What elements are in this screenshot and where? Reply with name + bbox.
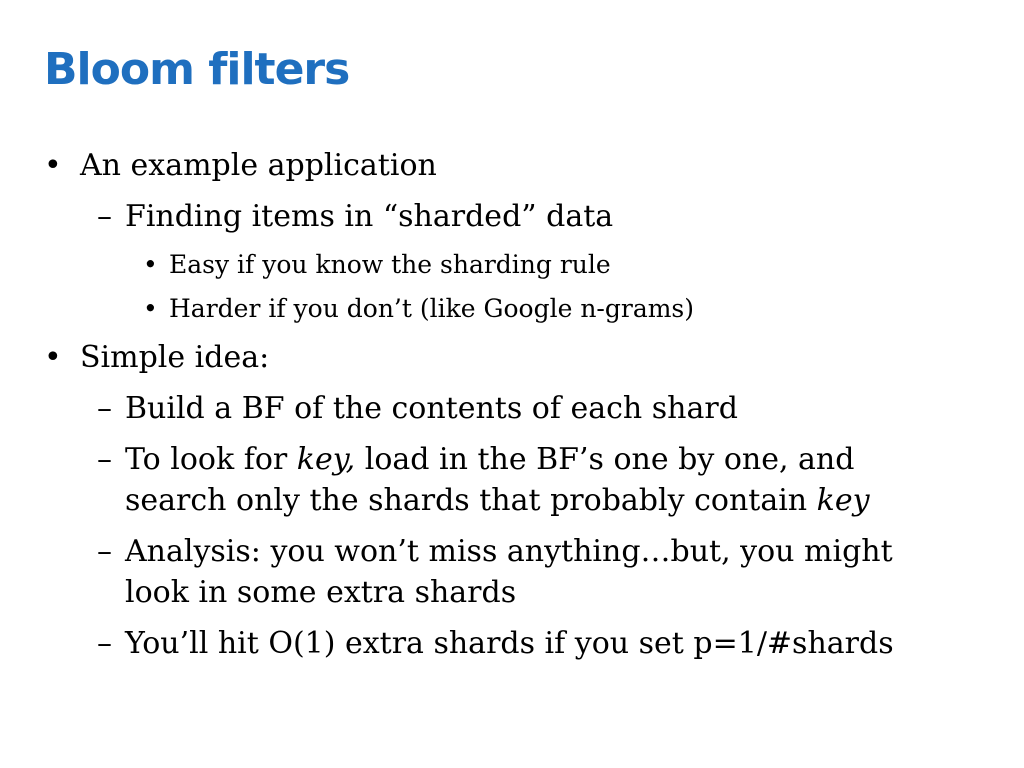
- bullet-marker: •: [44, 340, 62, 375]
- dash-marker: –: [97, 534, 112, 569]
- bullet-marker: •: [143, 250, 158, 279]
- bullet-item-level2-line2: look in some extra shards: [125, 575, 517, 610]
- text-fragment: load in the BF’s one by one, and: [355, 442, 855, 477]
- italic-key-term: key: [816, 483, 870, 518]
- bullet-marker: •: [44, 148, 62, 183]
- italic-key-term: key,: [296, 442, 356, 477]
- bullet-item-level3: Easy if you know the sharding rule: [169, 250, 611, 279]
- text-fragment: To look for: [125, 442, 297, 477]
- bullet-marker: •: [143, 294, 158, 323]
- bullet-item-level1: Simple idea:: [80, 340, 270, 375]
- text-fragment: search only the shards that probably contain: [125, 483, 817, 518]
- bullet-item-level2-line1: Analysis: you won’t miss anything…but, you might: [125, 534, 893, 569]
- slide-title: Bloom filters: [44, 44, 350, 95]
- dash-marker: –: [97, 199, 112, 234]
- bullet-item-level2: You’ll hit O(1) extra shards if you set p=1/#shards: [125, 626, 894, 661]
- bullet-item-level2: Build a BF of the contents of each shard: [125, 391, 738, 426]
- dash-marker: –: [97, 626, 112, 661]
- bullet-item-level2-line2: [125, 483, 870, 519]
- bullet-item-level2: Finding items in “sharded” data: [125, 199, 614, 234]
- dash-marker: –: [97, 442, 112, 477]
- bullet-item-level1: An example application: [80, 148, 437, 183]
- bullet-item-level2-line1: [125, 442, 854, 478]
- dash-marker: –: [97, 391, 112, 426]
- bullet-item-level3: Harder if you don’t (like Google n-grams): [169, 294, 695, 323]
